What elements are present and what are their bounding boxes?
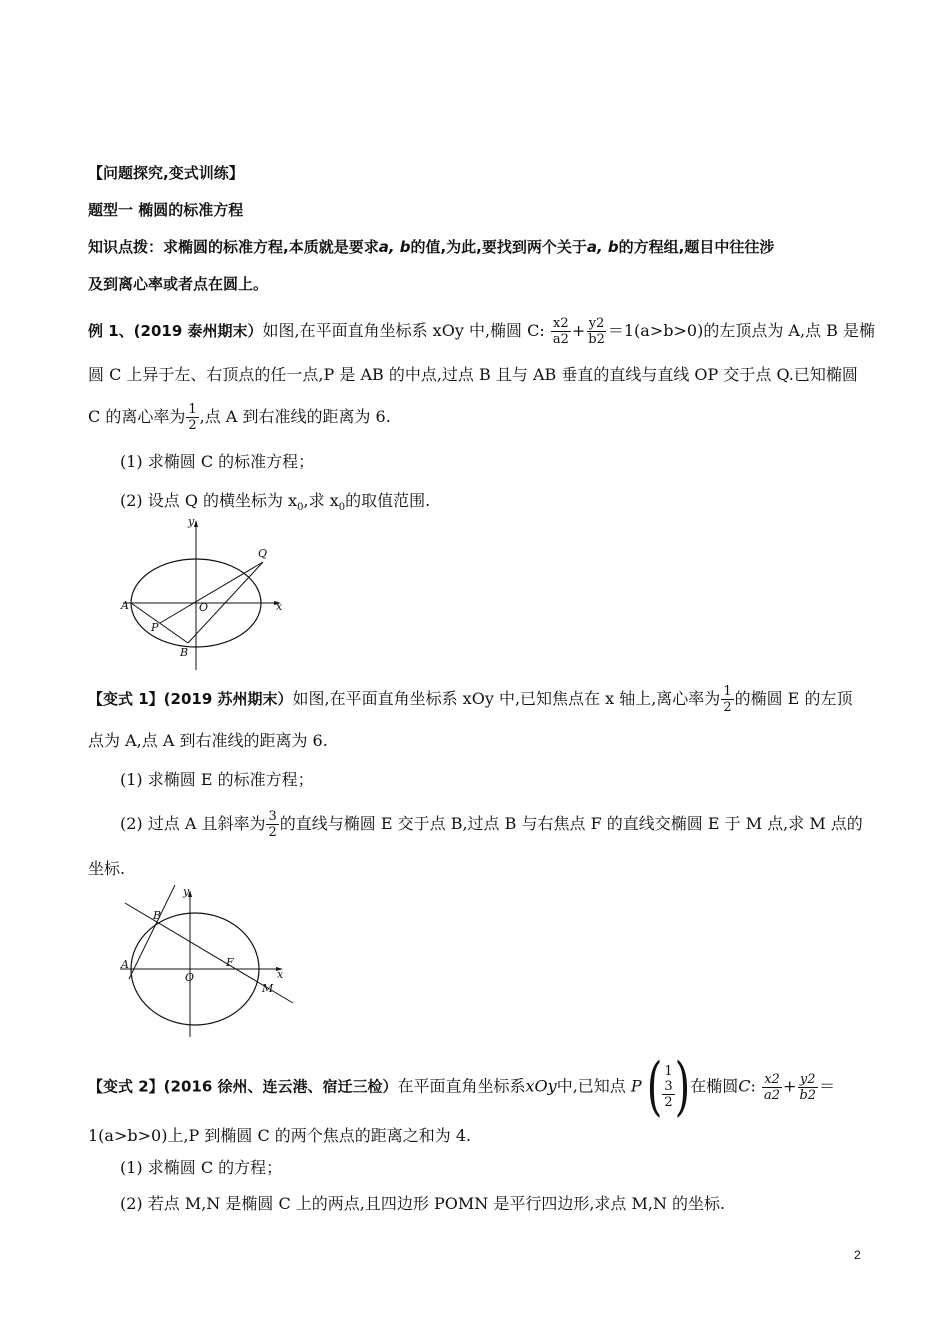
left-paren: (: [646, 1050, 663, 1124]
coordinate-x: 1: [664, 1064, 673, 1079]
example-1-label: 例 1、(2019 泰州期末）: [88, 322, 263, 340]
xoy-symbol: xOy: [525, 1076, 557, 1096]
distance-text: ,点 A 到右准线的距离为 6.: [199, 407, 391, 426]
variant-1-text-2: 的椭圆 E 的左顶: [734, 689, 853, 708]
tip-mid: 的值,为此,要找到两个关于: [410, 238, 587, 256]
tip-end: 的方程组,题目中往往涉: [618, 238, 775, 256]
example-1-question-1: (1) 求椭圆 C 的标准方程；: [120, 452, 315, 471]
variant-2-text-1: 在平面直角坐标系: [397, 1076, 526, 1096]
ellipse-figure-1: [118, 515, 288, 675]
variant-1-label: 【变式 1】(2019 苏州期末）: [88, 690, 293, 708]
page-number: 2: [854, 1248, 861, 1262]
variant-2-line-1: [88, 1050, 836, 1124]
example-1-line-2: 圆 C 上异于左、右顶点的任一点,P 是 AB 的中点,过点 B 且与 AB 垂直的直线与直线 OP 交于点 Q.已知椭圆: [88, 365, 858, 384]
q2-part-b: 的直线与椭圆 E 交于点 B,过点 B 与右焦点 F 的直线交椭圆 E 于 M 点,求 M 点的: [279, 814, 863, 833]
equals-sign: ＝: [819, 1076, 836, 1096]
ellipse-C: C: [738, 1076, 751, 1096]
label-B: B: [153, 909, 162, 922]
segment-AB: [131, 603, 188, 643]
variant-1-question-2: [120, 809, 863, 840]
colon: :: [750, 1076, 756, 1096]
tip-start: 知识点拨：求椭圆的标准方程,本质就是要求: [88, 238, 379, 256]
label-P: P: [151, 621, 159, 634]
fraction-three-halves: $\frac{3}{2}$: [268, 809, 277, 840]
variant-2-line-2: 1(a>b>0)上,P 到椭圆 C 的两个焦点的距离之和为 4.: [88, 1126, 472, 1145]
subscript-0: 0: [297, 502, 304, 514]
q2-part-a: (2) 过点 A 且斜率为: [120, 814, 266, 833]
label-F: F: [226, 956, 234, 969]
fraction-y2-b2: $\frac{y2}{b2}$: [588, 316, 605, 347]
label-O: O: [199, 601, 209, 614]
variant-2-text-2: 中,已知点: [556, 1076, 626, 1096]
label-x: x: [276, 600, 283, 613]
variant-1-line-2: 点为 A,点 A 到右准线的距离为 6.: [88, 731, 328, 750]
point-P: P: [630, 1076, 642, 1096]
label-y: y: [183, 885, 190, 898]
variant-1-question-1: (1) 求椭圆 E 的标准方程；: [120, 770, 314, 789]
variant-2-question-1: (1) 求椭圆 C 的方程；: [120, 1158, 283, 1177]
section-heading: 【问题探究,变式训练】: [88, 164, 244, 182]
right-paren: ): [674, 1050, 691, 1124]
ellipse-figure-2: [115, 885, 300, 1040]
subscript-0: 0: [338, 502, 346, 514]
label-A: A: [121, 599, 129, 612]
segment-PQ: [160, 562, 263, 623]
q2-part-a: (2) 设点 Q 的横坐标为 x: [120, 491, 298, 510]
point-P-coordinates: [646, 1050, 691, 1124]
label-A: A: [121, 958, 129, 971]
coordinate-stack: [662, 1064, 674, 1110]
y-axis-arrow: [194, 520, 198, 527]
variant-1-text-1: 如图,在平面直角坐标系 xOy 中,已知焦点在 x 轴上,离心率为: [292, 689, 721, 708]
tip-ab-1: a, b: [378, 238, 411, 256]
label-O: O: [185, 971, 195, 984]
example-1-line-3: [88, 402, 391, 433]
variant-2-text-3: 在椭圆: [690, 1076, 739, 1096]
variant-1-line-1: [88, 684, 852, 715]
plus-sign: +: [571, 321, 586, 340]
line-AB: [129, 885, 175, 979]
fraction-one-half: $\frac{1}{2}$: [188, 402, 197, 433]
type-title: 题型一 椭圆的标准方程: [88, 201, 244, 219]
example-1-line-1: [88, 316, 875, 347]
eccentricity-text: C 的离心率为: [88, 407, 186, 426]
variant-1-line-4: 坐标.: [88, 859, 126, 878]
fraction-x2-a2: $\frac{x2}{a2}$: [552, 316, 569, 347]
coordinate-y-den: 2: [664, 1095, 673, 1110]
label-M: M: [262, 982, 274, 995]
coordinate-y-num: 3: [664, 1079, 673, 1094]
tip-ab-2: a, b: [586, 238, 619, 256]
example-1-text-2: ＝1(a>b>0)的左顶点为 A,点 B 是椭: [607, 321, 875, 340]
label-x: x: [277, 968, 284, 981]
label-B: B: [180, 646, 189, 659]
q2-part-b: ,求 x: [303, 491, 339, 510]
q2-part-c: 的取值范围.: [345, 491, 431, 510]
tip-line-2: 及到离心率或者点在圆上。: [88, 275, 269, 293]
fraction-one-half: $\frac{1}{2}$: [723, 684, 732, 715]
variant-2-label: 【变式 2】(2016 徐州、连云港、宿迁三检）: [88, 1077, 398, 1096]
variant-2-question-2: (2) 若点 M,N 是椭圆 C 上的两点,且四边形 POMN 是平行四边形,求点 M,N 的坐标.: [120, 1194, 726, 1213]
fraction-x2-a2: $\frac{x2}{a2}$: [764, 1071, 781, 1103]
plus-sign: +: [783, 1076, 797, 1096]
tip-line-1: [88, 236, 774, 257]
label-y: y: [188, 515, 195, 528]
label-Q: Q: [258, 547, 268, 560]
fraction-y2-b2: $\frac{y2}{b2}$: [799, 1071, 817, 1103]
example-1-text-1: 如图,在平面直角坐标系 xOy 中,椭圆 C:: [262, 321, 545, 340]
